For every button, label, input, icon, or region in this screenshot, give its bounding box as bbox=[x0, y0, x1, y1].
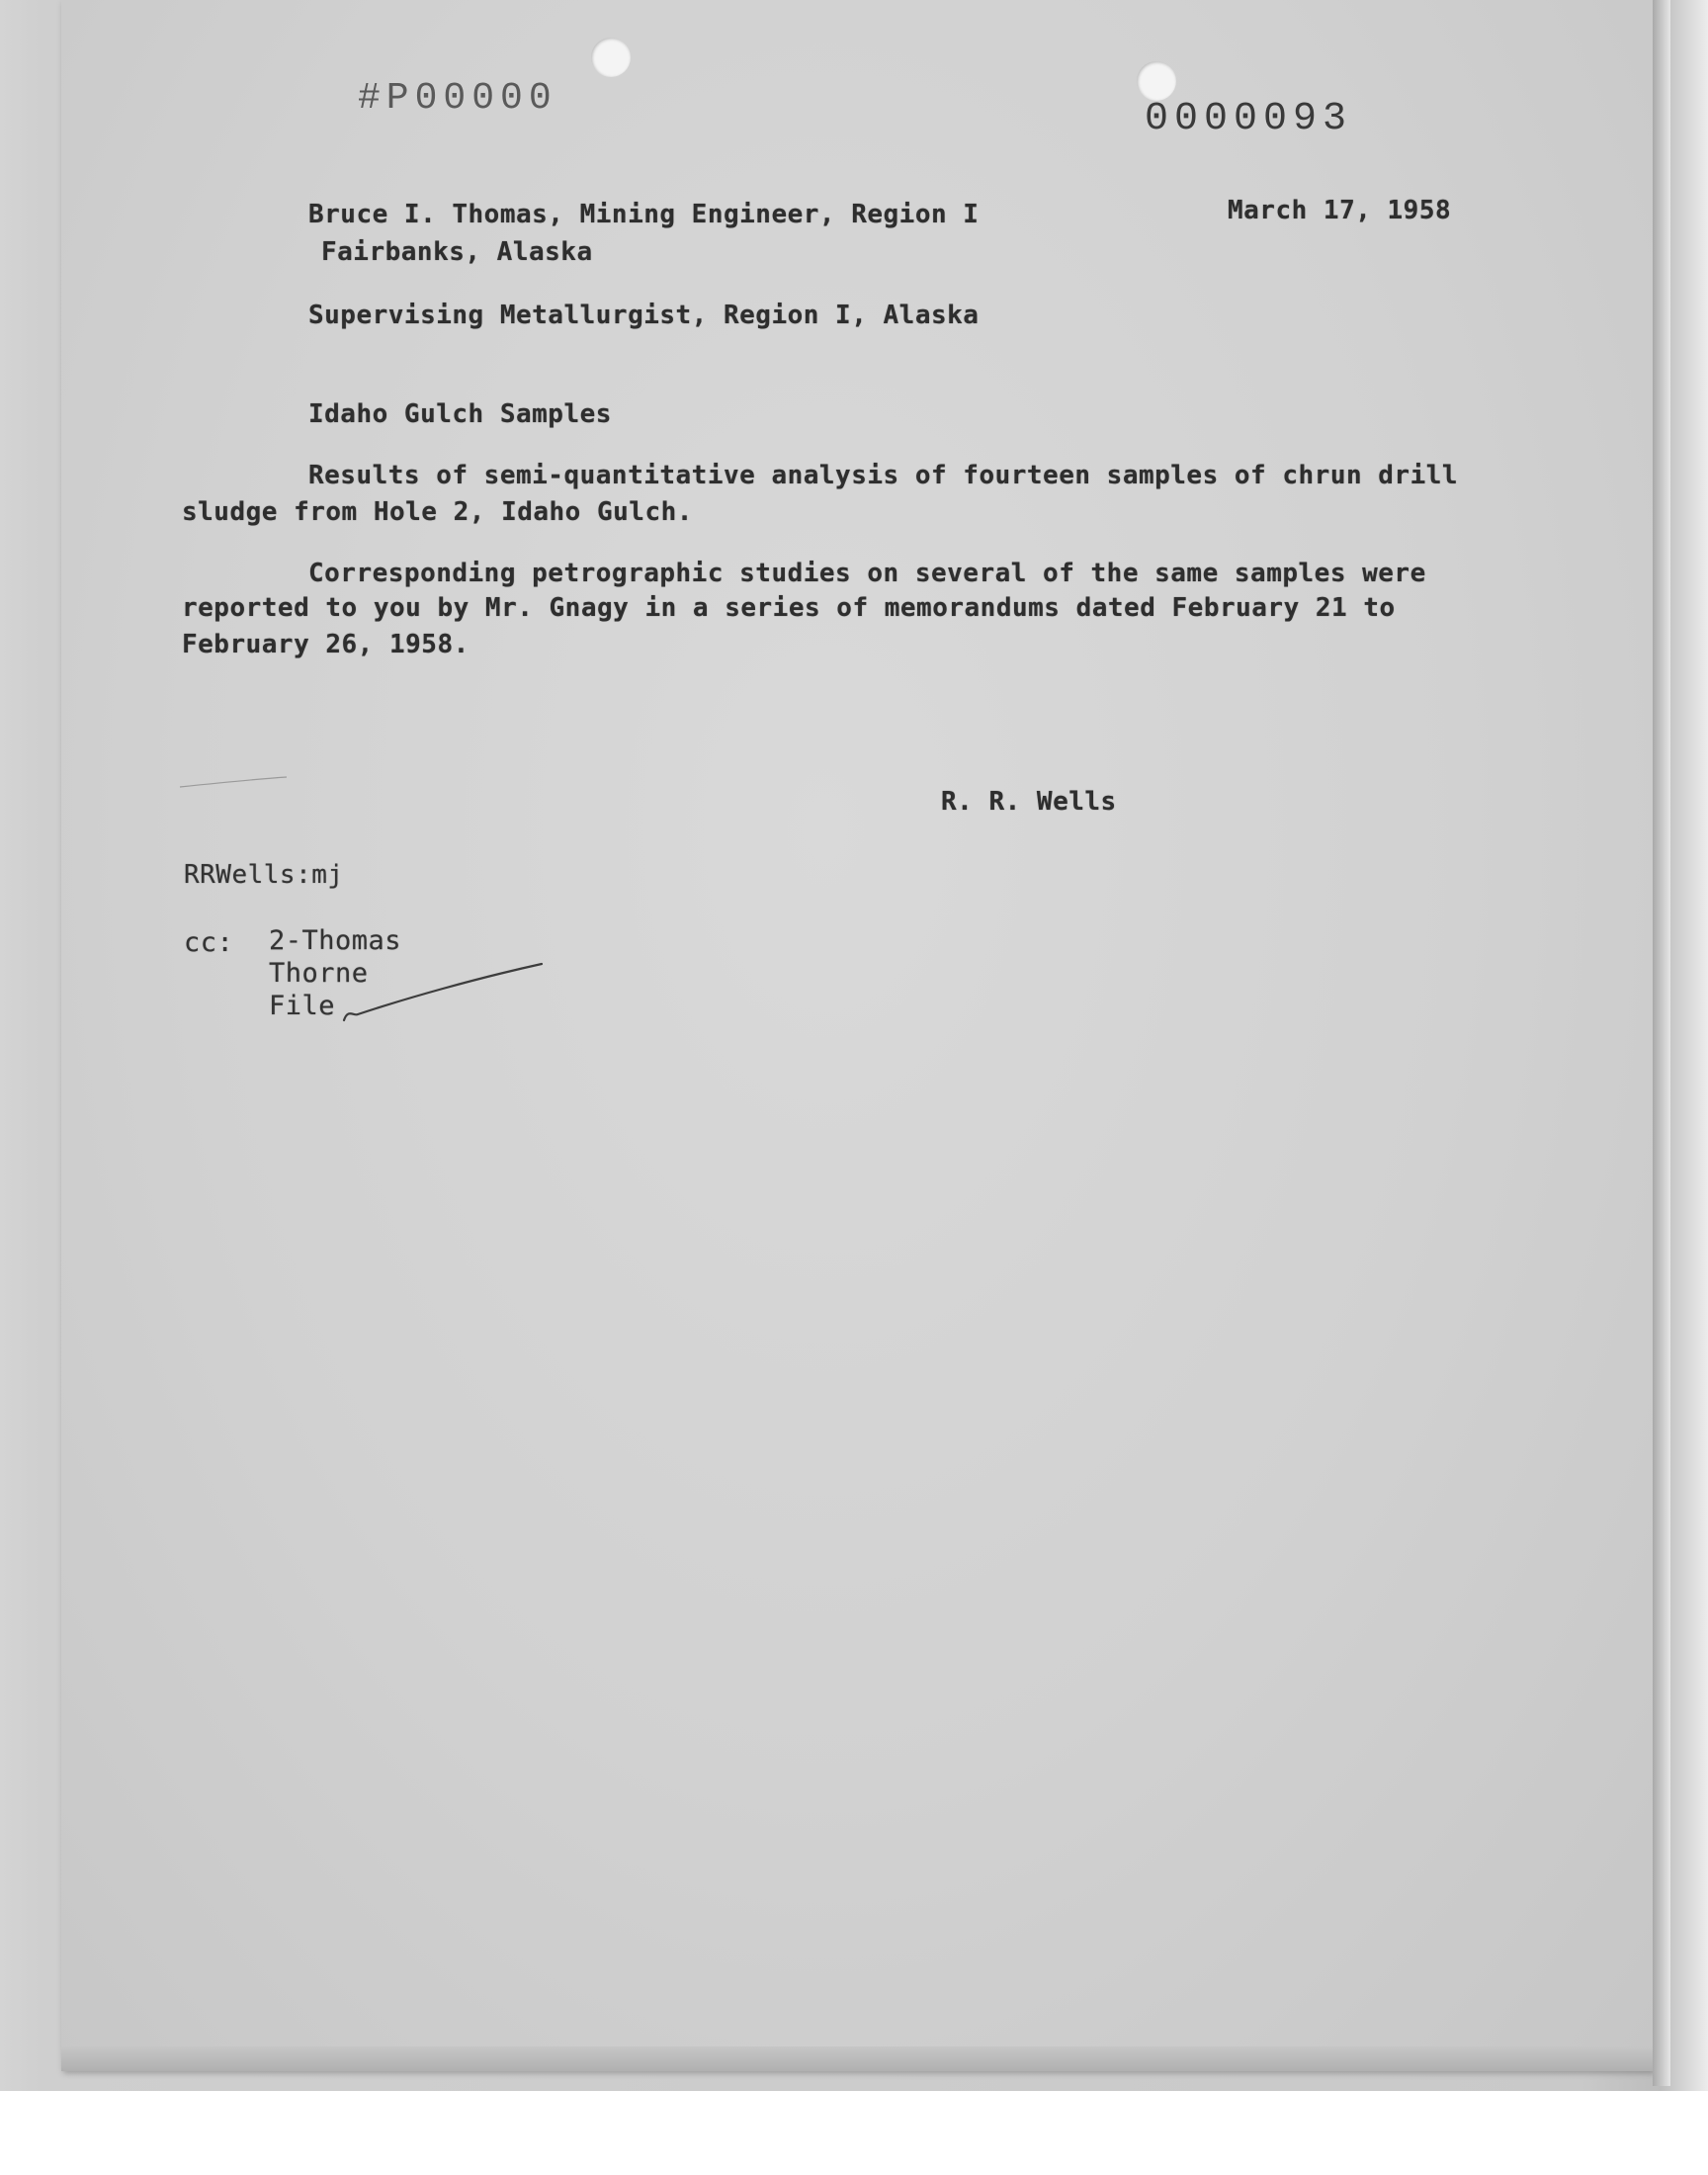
recipient-line-1: Bruce I. Thomas, Mining Engineer, Region I bbox=[308, 200, 980, 229]
paragraph-2-line-3: February 26, 1958. bbox=[182, 630, 470, 659]
typist-initials: RRWells:mj bbox=[184, 860, 344, 890]
punch-hole-right bbox=[1137, 61, 1176, 101]
cc-recipient-3: File bbox=[269, 991, 336, 1021]
paragraph-1-line-2: sludge from Hole 2, Idaho Gulch. bbox=[182, 497, 693, 527]
sender-line: Supervising Metallurgist, Region I, Alaska bbox=[308, 301, 980, 330]
cc-label: cc: bbox=[184, 927, 234, 958]
memo-subject: Idaho Gulch Samples bbox=[308, 399, 612, 429]
page-bottom-shadow bbox=[61, 2046, 1653, 2071]
paragraph-2-line-1: Corresponding petrographic studies on several of the same samples were bbox=[308, 559, 1426, 588]
cc-recipient-2: Thorne bbox=[269, 958, 369, 989]
document-stamp-right: 0000093 bbox=[1145, 97, 1353, 141]
cc-recipient-1: 2-Thomas bbox=[269, 925, 402, 956]
signature-name: R. R. Wells bbox=[941, 787, 1117, 817]
document-stamp-left: #P00000 bbox=[358, 77, 557, 120]
paragraph-2-line-2: reported to you by Mr. Gnagy in a series of memorandums dated February 21 to bbox=[182, 593, 1396, 623]
memo-date: March 17, 1958 bbox=[1228, 196, 1452, 225]
paragraph-1-line-1: Results of semi-quantitative analysis of fourteen samples of chrun drill bbox=[308, 461, 1459, 490]
pencil-check-mark bbox=[336, 959, 554, 1028]
page-edge bbox=[1653, 0, 1670, 2086]
recipient-line-2: Fairbanks, Alaska bbox=[321, 237, 593, 267]
punch-hole-left bbox=[591, 38, 631, 77]
stray-pencil-mark bbox=[178, 771, 297, 791]
